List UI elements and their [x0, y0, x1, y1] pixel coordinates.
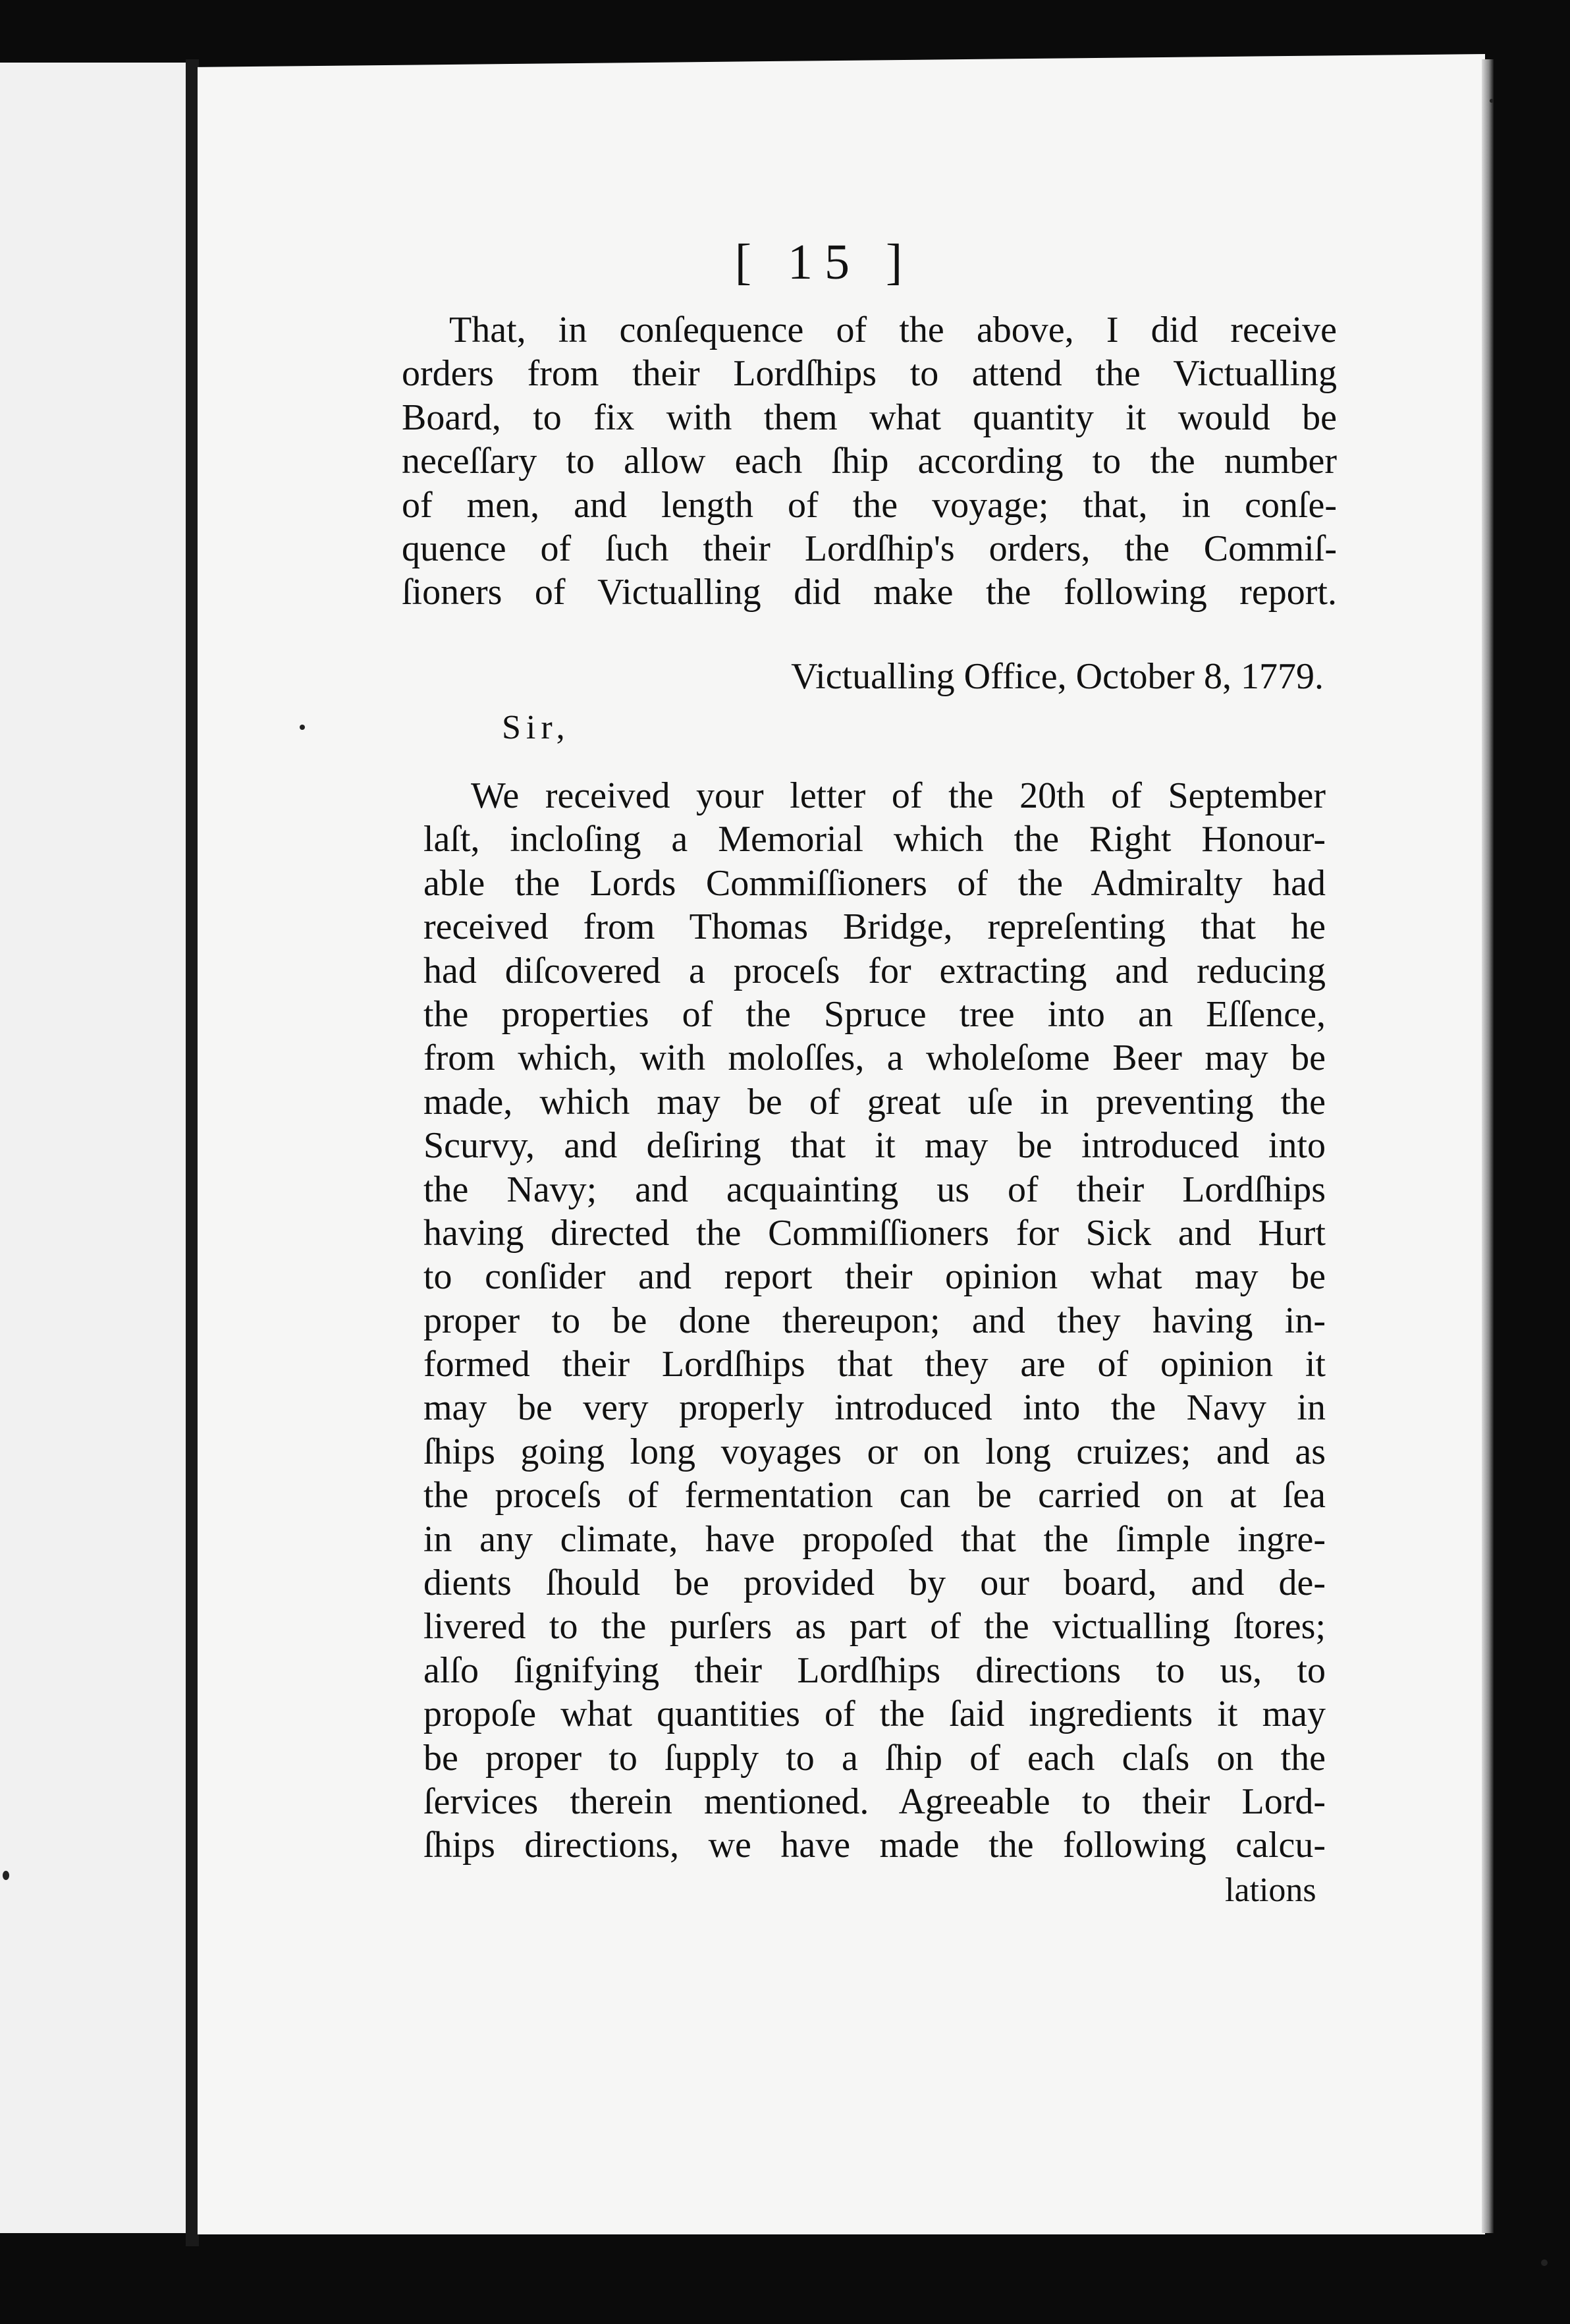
text-line: orders from their Lordſhips to attend the Victualling	[402, 353, 1337, 395]
text-line: of men, and length of the voyage; that, in conſe-	[402, 484, 1337, 526]
text-line: ſhips directions, we have made the following calcu-	[423, 1825, 1326, 1866]
ink-speck	[1541, 2259, 1548, 2266]
text-line: ſervices therein mentioned. Agreeable to their Lord-	[423, 1781, 1326, 1822]
ink-speck	[1490, 99, 1494, 103]
opening-paragraph	[402, 308, 1337, 615]
text-line: received from Thomas Bridge, repreſenting that he	[423, 906, 1326, 948]
page-edge-shadow	[1482, 59, 1494, 2233]
page-number: [ 15 ]	[734, 235, 915, 290]
text-line: made, which may be of great uſe in preventing the	[423, 1081, 1326, 1122]
ink-speck	[3, 1871, 9, 1880]
text-line: alſo ſignifying their Lordſhips directions to us, to	[423, 1649, 1326, 1691]
text-line: ſhips going long voyages or on long cruizes; and as	[423, 1431, 1326, 1472]
text-line: laſt, incloſing a Memorial which the Right Honour-	[423, 819, 1326, 860]
text-line: Scurvy, and deſiring that it may be introduced into	[423, 1125, 1326, 1167]
catchword: lations	[1225, 1871, 1316, 1909]
text-line: We received your letter of the 20th of September	[471, 775, 1326, 816]
ink-speck	[300, 725, 305, 730]
left-page-edge	[0, 63, 186, 2233]
letter-salutation: Sir,	[502, 709, 570, 746]
book-gutter	[186, 59, 199, 2246]
text-line: proper to be done thereupon; and they having in-	[423, 1300, 1326, 1341]
text-line: to conſider and report their opinion what may be	[423, 1256, 1326, 1298]
text-line: the Navy; and acquainting us of their Lordſhips	[423, 1169, 1326, 1210]
text-line: be proper to ſupply to a ſhip of each claſs on the	[423, 1737, 1326, 1779]
text-line: That, in conſequence of the above, I did receive	[449, 310, 1337, 350]
text-line: formed their Lordſhips that they are of opinion it	[423, 1344, 1326, 1385]
text-line: the properties of the Spruce tree into an Eſſence,	[423, 993, 1326, 1035]
text-line: from which, with moloſſes, a wholeſome Beer may be	[423, 1038, 1326, 1079]
text-line: able the Lords Commiſſioners of the Admiralty had	[423, 862, 1326, 904]
letter-dateline: Victualling Office, October 8, 1779.	[791, 656, 1324, 697]
text-line: ſioners of Victualling did make the following report.	[402, 572, 1337, 613]
text-line: having directed the Commiſſioners for Sick and Hurt	[423, 1212, 1326, 1254]
text-line: neceſſary to allow each ſhip according to the number	[402, 441, 1337, 482]
text-line: dients ſhould be provided by our board, and de-	[423, 1563, 1326, 1604]
letter-body	[423, 774, 1326, 1868]
text-line: may be very properly introduced into the Navy in	[423, 1387, 1326, 1429]
text-line: Board, to fix with them what quantity it would be	[402, 397, 1337, 438]
text-line: quence of ſuch their Lordſhip's orders, the Commiſ-	[402, 528, 1337, 569]
text-line: livered to the purſers as part of the victualling ſtores;	[423, 1606, 1326, 1647]
text-line: in any climate, have propoſed that the ſimple ingre-	[423, 1518, 1326, 1560]
text-line: the proceſs of fermentation can be carried on at ſea	[423, 1475, 1326, 1516]
text-line: had diſcovered a proceſs for extracting and reducing	[423, 950, 1326, 991]
text-line: propoſe what quantities of the ſaid ingredients it may	[423, 1694, 1326, 1735]
